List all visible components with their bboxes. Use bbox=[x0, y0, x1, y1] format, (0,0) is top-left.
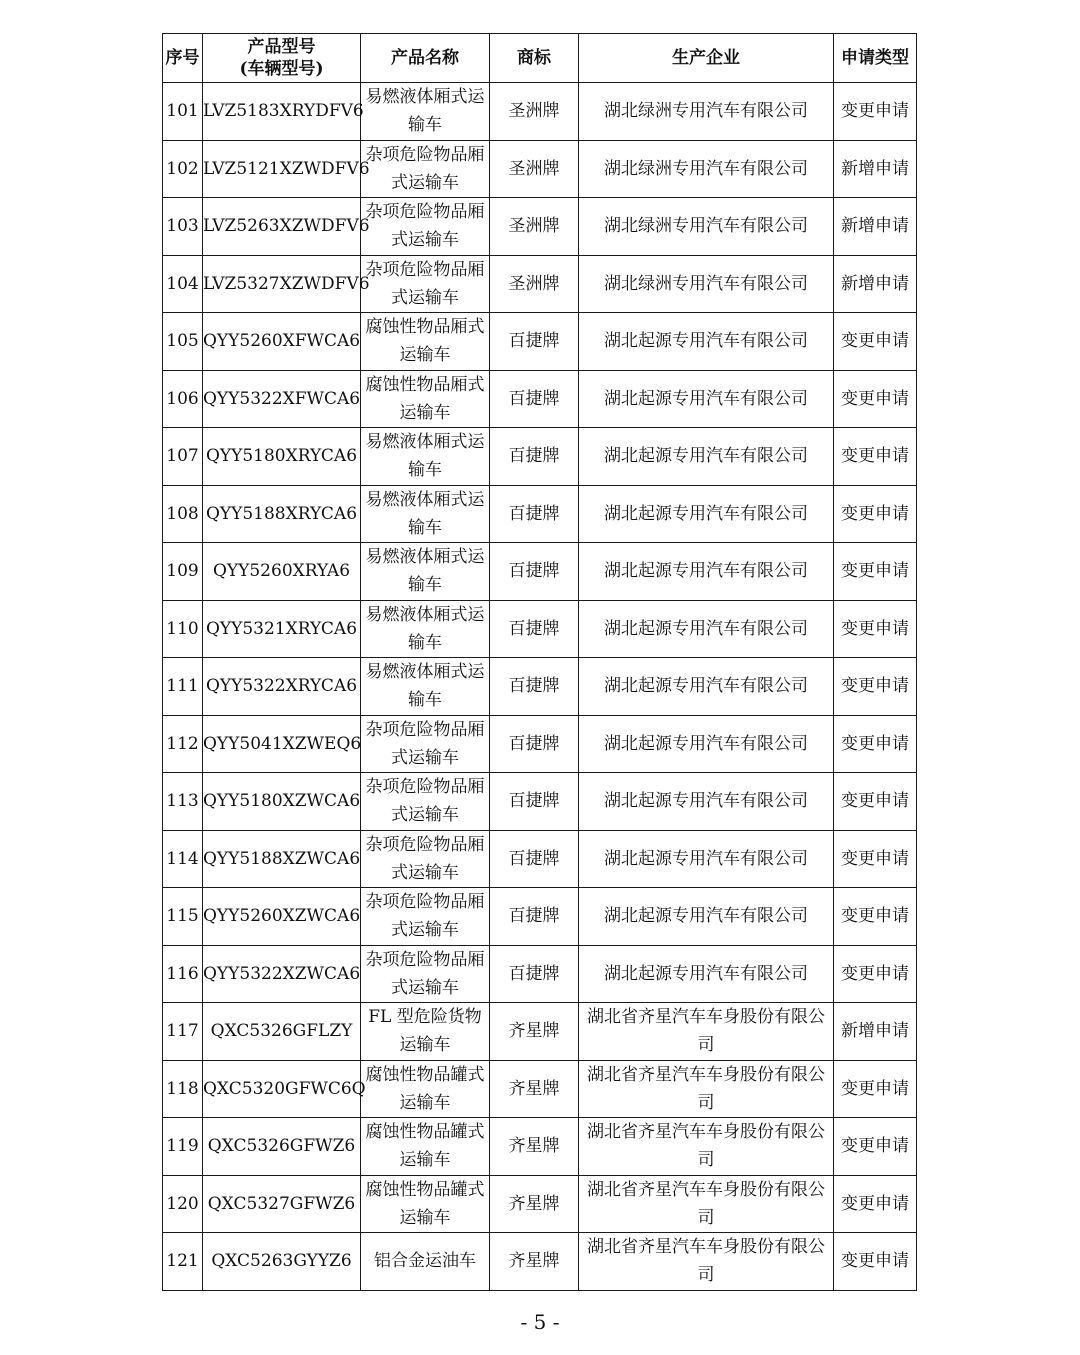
seq-cell: 102 bbox=[163, 140, 203, 198]
table-row bbox=[163, 1233, 917, 1291]
seq-cell: 119 bbox=[163, 1118, 203, 1176]
brand-cell: 百捷牌 bbox=[490, 600, 579, 658]
product-name-cell: 易燃液体厢式运输车 bbox=[361, 543, 490, 601]
company-cell: 湖北绿洲专用汽车有限公司 bbox=[579, 140, 834, 198]
brand-cell: 百捷牌 bbox=[490, 945, 579, 1003]
product-name-cell: 腐蚀性物品厢式运输车 bbox=[361, 313, 490, 371]
application-type-cell: 变更申请 bbox=[834, 83, 917, 141]
header-company: 生产企业 bbox=[579, 34, 834, 83]
brand-cell: 圣洲牌 bbox=[490, 255, 579, 313]
seq-cell: 113 bbox=[163, 773, 203, 831]
table-row bbox=[163, 1060, 917, 1118]
table-row bbox=[163, 888, 917, 946]
table-row bbox=[163, 428, 917, 486]
application-type-cell: 变更申请 bbox=[834, 888, 917, 946]
product-name-cell: 腐蚀性物品罐式运输车 bbox=[361, 1175, 490, 1233]
model-cell: QXC5263GYYZ6 bbox=[203, 1233, 361, 1291]
table-row bbox=[163, 255, 917, 313]
seq-cell: 109 bbox=[163, 543, 203, 601]
product-name-cell: 腐蚀性物品罐式运输车 bbox=[361, 1060, 490, 1118]
table-row bbox=[163, 370, 917, 428]
brand-cell: 百捷牌 bbox=[490, 888, 579, 946]
company-cell: 湖北省齐星汽车车身股份有限公司 bbox=[579, 1003, 834, 1061]
table-row bbox=[163, 830, 917, 888]
model-cell: QYY5041XZWEQ6 bbox=[203, 715, 361, 773]
brand-cell: 百捷牌 bbox=[490, 658, 579, 716]
header-model-line1: 产品型号 bbox=[247, 37, 316, 57]
header-name: 产品名称 bbox=[361, 34, 490, 83]
application-type-cell: 变更申请 bbox=[834, 428, 917, 486]
model-cell: QXC5326GFWZ6 bbox=[203, 1118, 361, 1176]
model-cell: QYY5322XFWCA6 bbox=[203, 370, 361, 428]
company-cell: 湖北起源专用汽车有限公司 bbox=[579, 715, 834, 773]
model-cell: QYY5260XRYA6 bbox=[203, 543, 361, 601]
model-cell: QYY5180XZWCA6 bbox=[203, 773, 361, 831]
brand-cell: 圣洲牌 bbox=[490, 83, 579, 141]
application-type-cell: 变更申请 bbox=[834, 658, 917, 716]
company-cell: 湖北起源专用汽车有限公司 bbox=[579, 313, 834, 371]
model-cell: QYY5260XFWCA6 bbox=[203, 313, 361, 371]
table-row bbox=[163, 1175, 917, 1233]
table-row bbox=[163, 140, 917, 198]
product-name-cell: 杂项危险物品厢式运输车 bbox=[361, 255, 490, 313]
application-type-cell: 变更申请 bbox=[834, 830, 917, 888]
brand-cell: 百捷牌 bbox=[490, 428, 579, 486]
company-cell: 湖北起源专用汽车有限公司 bbox=[579, 370, 834, 428]
header-type: 申请类型 bbox=[834, 34, 917, 83]
company-cell: 湖北起源专用汽车有限公司 bbox=[579, 485, 834, 543]
model-cell: QXC5327GFWZ6 bbox=[203, 1175, 361, 1233]
product-name-cell: 易燃液体厢式运输车 bbox=[361, 485, 490, 543]
application-type-cell: 变更申请 bbox=[834, 600, 917, 658]
brand-cell: 圣洲牌 bbox=[490, 140, 579, 198]
model-cell: QYY5180XRYCA6 bbox=[203, 428, 361, 486]
application-type-cell: 新增申请 bbox=[834, 1003, 917, 1061]
company-cell: 湖北绿洲专用汽车有限公司 bbox=[579, 198, 834, 256]
table-row bbox=[163, 198, 917, 256]
brand-cell: 百捷牌 bbox=[490, 543, 579, 601]
model-cell: LVZ5121XZWDFV6 bbox=[203, 140, 361, 198]
table-row bbox=[163, 313, 917, 371]
seq-cell: 107 bbox=[163, 428, 203, 486]
company-cell: 湖北起源专用汽车有限公司 bbox=[579, 945, 834, 1003]
brand-cell: 百捷牌 bbox=[490, 370, 579, 428]
table-row bbox=[163, 485, 917, 543]
table-row bbox=[163, 1118, 917, 1176]
product-name-cell: 易燃液体厢式运输车 bbox=[361, 83, 490, 141]
seq-cell: 112 bbox=[163, 715, 203, 773]
seq-cell: 118 bbox=[163, 1060, 203, 1118]
brand-cell: 百捷牌 bbox=[490, 485, 579, 543]
company-cell: 湖北绿洲专用汽车有限公司 bbox=[579, 83, 834, 141]
seq-cell: 104 bbox=[163, 255, 203, 313]
seq-cell: 101 bbox=[163, 83, 203, 141]
application-type-cell: 变更申请 bbox=[834, 773, 917, 831]
table-header-row bbox=[163, 34, 917, 83]
company-cell: 湖北绿洲专用汽车有限公司 bbox=[579, 255, 834, 313]
table-row bbox=[163, 600, 917, 658]
model-cell: QXC5320GFWC6Q bbox=[203, 1060, 361, 1118]
product-name-cell: 铝合金运油车 bbox=[361, 1233, 490, 1291]
product-name-cell: 易燃液体厢式运输车 bbox=[361, 600, 490, 658]
application-type-cell: 变更申请 bbox=[834, 313, 917, 371]
seq-cell: 111 bbox=[163, 658, 203, 716]
table-row bbox=[163, 945, 917, 1003]
seq-cell: 121 bbox=[163, 1233, 203, 1291]
seq-cell: 120 bbox=[163, 1175, 203, 1233]
model-cell: LVZ5183XRYDFV6 bbox=[203, 83, 361, 141]
application-type-cell: 新增申请 bbox=[834, 198, 917, 256]
seq-cell: 115 bbox=[163, 888, 203, 946]
product-name-cell: FL 型危险货物运输车 bbox=[361, 1003, 490, 1061]
product-name-cell: 杂项危险物品厢式运输车 bbox=[361, 715, 490, 773]
company-cell: 湖北起源专用汽车有限公司 bbox=[579, 543, 834, 601]
table-row bbox=[163, 658, 917, 716]
product-name-cell: 杂项危险物品厢式运输车 bbox=[361, 198, 490, 256]
company-cell: 湖北起源专用汽车有限公司 bbox=[579, 888, 834, 946]
model-cell: QYY5321XRYCA6 bbox=[203, 600, 361, 658]
model-cell: QXC5326GFLZY bbox=[203, 1003, 361, 1061]
brand-cell: 百捷牌 bbox=[490, 773, 579, 831]
brand-cell: 圣洲牌 bbox=[490, 198, 579, 256]
model-cell: LVZ5263XZWDFV6 bbox=[203, 198, 361, 256]
table-row bbox=[163, 1003, 917, 1061]
product-name-cell: 腐蚀性物品厢式运输车 bbox=[361, 370, 490, 428]
model-cell: QYY5322XRYCA6 bbox=[203, 658, 361, 716]
table-row bbox=[163, 83, 917, 141]
header-model bbox=[203, 34, 361, 83]
product-name-cell: 杂项危险物品厢式运输车 bbox=[361, 140, 490, 198]
seq-cell: 110 bbox=[163, 600, 203, 658]
model-cell: QYY5260XZWCA6 bbox=[203, 888, 361, 946]
application-type-cell: 新增申请 bbox=[834, 140, 917, 198]
brand-cell: 百捷牌 bbox=[490, 830, 579, 888]
company-cell: 湖北起源专用汽车有限公司 bbox=[579, 658, 834, 716]
table-body bbox=[163, 83, 917, 1291]
table-row bbox=[163, 543, 917, 601]
seq-cell: 114 bbox=[163, 830, 203, 888]
model-cell: QYY5188XRYCA6 bbox=[203, 485, 361, 543]
product-name-cell: 易燃液体厢式运输车 bbox=[361, 428, 490, 486]
company-cell: 湖北省齐星汽车车身股份有限公司 bbox=[579, 1060, 834, 1118]
header-seq: 序号 bbox=[163, 34, 203, 83]
product-name-cell: 腐蚀性物品罐式运输车 bbox=[361, 1118, 490, 1176]
application-type-cell: 变更申请 bbox=[834, 945, 917, 1003]
seq-cell: 117 bbox=[163, 1003, 203, 1061]
page-number: - 5 - bbox=[520, 1310, 560, 1334]
company-cell: 湖北起源专用汽车有限公司 bbox=[579, 830, 834, 888]
product-name-cell: 杂项危险物品厢式运输车 bbox=[361, 888, 490, 946]
brand-cell: 齐星牌 bbox=[490, 1175, 579, 1233]
application-type-cell: 变更申请 bbox=[834, 485, 917, 543]
company-cell: 湖北省齐星汽车车身股份有限公司 bbox=[579, 1118, 834, 1176]
vehicle-product-table bbox=[162, 33, 917, 1291]
company-cell: 湖北省齐星汽车车身股份有限公司 bbox=[579, 1175, 834, 1233]
product-name-cell: 杂项危险物品厢式运输车 bbox=[361, 773, 490, 831]
table-row bbox=[163, 715, 917, 773]
company-cell: 湖北起源专用汽车有限公司 bbox=[579, 773, 834, 831]
seq-cell: 103 bbox=[163, 198, 203, 256]
brand-cell: 齐星牌 bbox=[490, 1233, 579, 1291]
model-cell: QYY5188XZWCA6 bbox=[203, 830, 361, 888]
seq-cell: 108 bbox=[163, 485, 203, 543]
company-cell: 湖北省齐星汽车车身股份有限公司 bbox=[579, 1233, 834, 1291]
model-cell: LVZ5327XZWDFV6 bbox=[203, 255, 361, 313]
header-model-line2: (车辆型号) bbox=[239, 59, 324, 79]
brand-cell: 百捷牌 bbox=[490, 313, 579, 371]
product-name-cell: 杂项危险物品厢式运输车 bbox=[361, 830, 490, 888]
application-type-cell: 变更申请 bbox=[834, 1118, 917, 1176]
product-name-cell: 杂项危险物品厢式运输车 bbox=[361, 945, 490, 1003]
application-type-cell: 变更申请 bbox=[834, 370, 917, 428]
table-row bbox=[163, 773, 917, 831]
application-type-cell: 变更申请 bbox=[834, 715, 917, 773]
application-type-cell: 变更申请 bbox=[834, 1175, 917, 1233]
application-type-cell: 变更申请 bbox=[834, 1233, 917, 1291]
company-cell: 湖北起源专用汽车有限公司 bbox=[579, 600, 834, 658]
seq-cell: 105 bbox=[163, 313, 203, 371]
application-type-cell: 变更申请 bbox=[834, 1060, 917, 1118]
company-cell: 湖北起源专用汽车有限公司 bbox=[579, 428, 834, 486]
brand-cell: 齐星牌 bbox=[490, 1118, 579, 1176]
application-type-cell: 新增申请 bbox=[834, 255, 917, 313]
model-cell: QYY5322XZWCA6 bbox=[203, 945, 361, 1003]
brand-cell: 齐星牌 bbox=[490, 1003, 579, 1061]
seq-cell: 116 bbox=[163, 945, 203, 1003]
brand-cell: 齐星牌 bbox=[490, 1060, 579, 1118]
header-brand: 商标 bbox=[490, 34, 579, 83]
product-name-cell: 易燃液体厢式运输车 bbox=[361, 658, 490, 716]
brand-cell: 百捷牌 bbox=[490, 715, 579, 773]
application-type-cell: 变更申请 bbox=[834, 543, 917, 601]
seq-cell: 106 bbox=[163, 370, 203, 428]
